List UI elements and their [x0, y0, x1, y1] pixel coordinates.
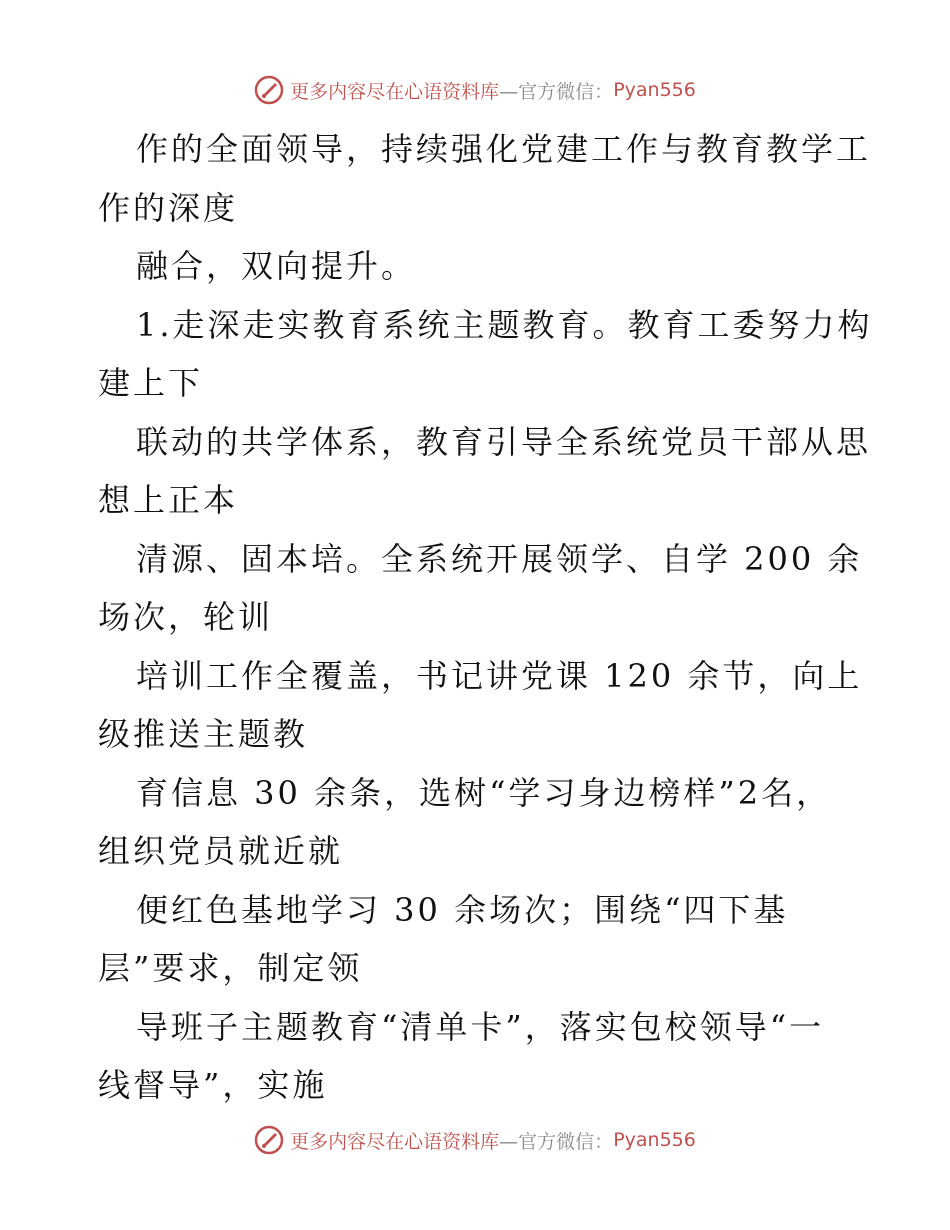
paragraph-line-6: [98, 647, 863, 764]
line-rest: 组织党员就近就: [98, 832, 344, 870]
watermark-id-text: Pyan556: [613, 1129, 696, 1151]
paragraph-line-2: [98, 237, 858, 296]
line-rest: 线督导”，实施: [98, 1066, 328, 1104]
line-rest: 层”要求，制定领: [98, 949, 363, 987]
logo-icon: [254, 75, 284, 105]
watermark-header: [0, 70, 950, 110]
line-first: 1.走深走实教育系统主题教育。教育工委努力构: [136, 305, 873, 344]
watermark-footer: [0, 1120, 950, 1160]
paragraph-line-1: [98, 120, 872, 237]
watermark-brand-text: 更多内容尽在心语资料库: [290, 80, 500, 103]
line-first: 作的全面领导，持续强化党建工作与教育教学工: [136, 130, 872, 168]
line-rest: 场次，轮训: [98, 598, 274, 636]
paragraph-line-4: [98, 413, 872, 530]
paragraph-line-8: [98, 881, 858, 998]
line-first: 便红色基地学习 30 余场次；围绕“四下基: [136, 890, 789, 929]
paragraph-line-3: [98, 296, 873, 413]
line-rest: 级推送主题教: [98, 715, 309, 753]
document-body: [98, 120, 873, 1115]
paragraph-line-9: [98, 998, 858, 1115]
watermark-id-text: Pyan556: [613, 79, 696, 101]
line-first: 清源、固本培。全系统开展领学、自学 200 余: [136, 539, 863, 578]
line-rest: 作的深度: [98, 188, 239, 227]
line-rest: 建上下: [98, 364, 204, 402]
paragraph-line-7: [98, 764, 858, 881]
watermark-brand-text: 更多内容尽在心语资料库: [290, 1130, 500, 1153]
line-first: 培训工作全覆盖，书记讲党课 120 余节，向上: [136, 656, 863, 695]
watermark-dash-text: —官方微信：: [499, 80, 614, 103]
watermark-dash-text: —官方微信：: [499, 1130, 614, 1153]
line-first: 导班子主题教育“清单卡”，落实包校领导“一: [136, 1007, 825, 1046]
line-rest: 想上正本: [98, 481, 239, 519]
logo-icon: [254, 1125, 284, 1155]
line-first: 育信息 30 余条，选树“学习身边榜样”2名，: [136, 773, 832, 812]
line-first: 联动的共学体系，教育引导全系统党员干部从思: [136, 422, 872, 461]
line-first: 融合，双向提升。: [136, 247, 417, 285]
paragraph-line-5: [98, 530, 863, 647]
